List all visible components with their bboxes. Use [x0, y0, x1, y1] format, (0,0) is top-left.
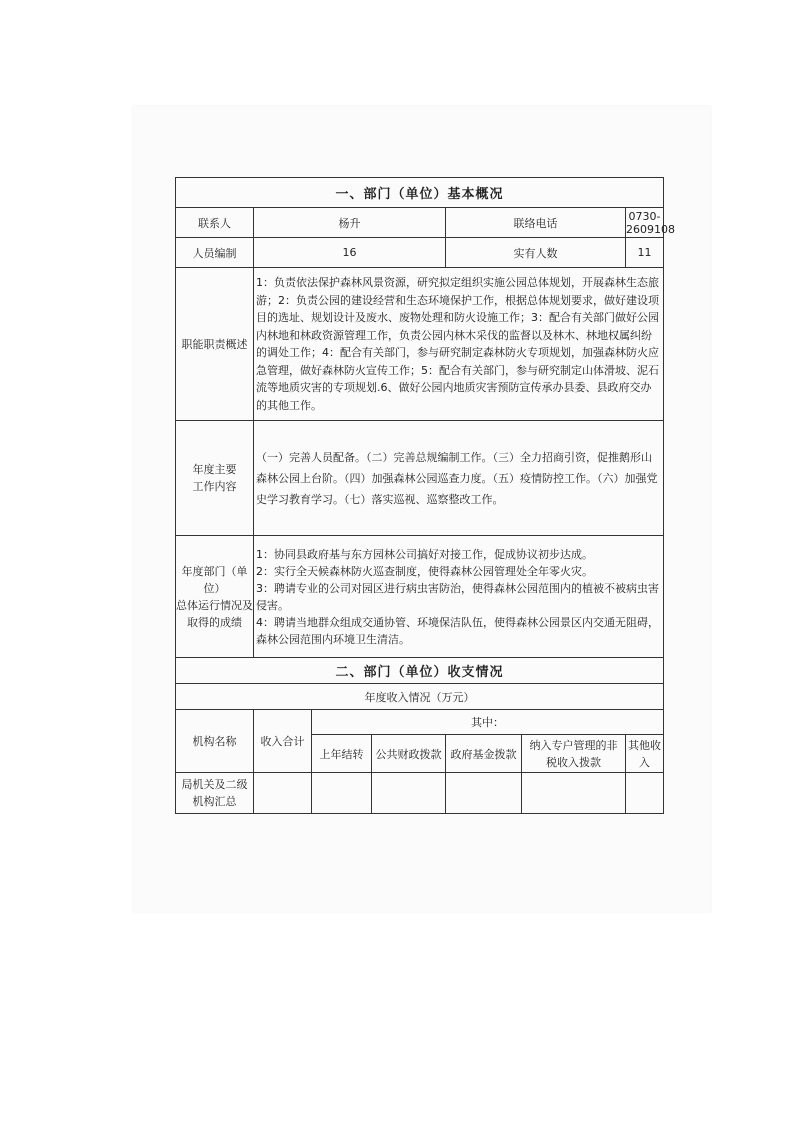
results-item: 4：聘请当地群众组成交通协管、环境保洁队伍，使得森林公园景区内交通无阻碍，森林公园范围内环境卫生清洁。 [256, 615, 659, 646]
results-item: 1：协同县政府基与东方园林公司搞好对接工作，促成协议初步达成。 [256, 547, 593, 561]
col-other-line2: 入 [639, 755, 651, 769]
duties-text: 1：负责依法保护森林风景资源，研究拟定组织实施公园总体规划，开展森林生态旅游；2：负责公园的建设经营和生态环境保护工作，根据总体规划要求，做好建设项目的选址、规划设计及废水、废物处理和防火设施工作；3：配合有关部门做好公园内林地和林政资源管理工作，负责公园内林木采伐的监督以及林木、林地权属纠纷的调处工作；4：配合有关部门，参与研究制定森林防火专项规划，加强森林防火应急管理，做好森林防火宣传工作；5：配合有关部门，参与研究制定山体滑坡、泥石流等地质灾害的专项规划.6、做好公园内地质灾害预防宣传承办县委、县政府交办的其他工作。 [254, 268, 664, 421]
row1-public-finance [372, 773, 446, 814]
annual-work-text: （一）完善人员配备。（二）完善总规编制工作。（三）全力招商引资，促推鹅形山森林公园上台阶。（四）加强森林公园巡查力度。（五）疫情防控工作。（六）加强党史学习教育学习。（七）落实巡视、巡察整改工作。 [254, 421, 664, 536]
phone-value: 0730-2609108 [626, 209, 675, 236]
results-item: 2：实行全天候森林防火巡查制度，使得森林公园管理处全年零火灾。 [256, 564, 593, 578]
row1-nontax [522, 773, 626, 814]
col-other-line1: 其他收 [628, 738, 662, 752]
col-other [626, 735, 664, 773]
annual-work-label-line1: 年度主要 [192, 463, 237, 476]
annual-work-label-line2: 工作内容 [192, 480, 237, 493]
duties-label: 职能职责概述 [176, 268, 254, 421]
row1-carryover [312, 773, 372, 814]
col-among: 其中： [312, 710, 664, 735]
row1-name-line2: 机构汇总 [192, 795, 237, 808]
col-nontax [522, 735, 626, 773]
actual-staff-value: 11 [626, 238, 664, 268]
col-nontax-line1: 纳入专户管理的非 [529, 738, 618, 752]
results-label-line1: 年度部门（单位） [181, 564, 248, 595]
col-org-name: 机构名称 [176, 710, 254, 773]
results-item: 3：聘请专业的公司对园区进行病虫害防治，使得森林公园范围内的植被不被病虫害侵害。 [256, 581, 659, 612]
col-carryover: 上年结转 [312, 735, 372, 773]
staff-quota-value: 16 [254, 238, 446, 268]
annual-work-label [176, 421, 254, 536]
contact-value: 杨升 [254, 208, 446, 238]
section1-title: 一、部门（单位）基本概况 [176, 178, 664, 208]
col-income-total: 收入合计 [254, 710, 312, 773]
report-table [175, 177, 675, 814]
row1-other [626, 773, 664, 814]
income-title: 年度收入情况（万元） [176, 684, 664, 710]
results-label-line2: 总体运行情况及 [176, 598, 253, 612]
row1-name-line1: 局机关及二级 [181, 778, 248, 791]
row1-income-total [254, 773, 312, 814]
phone-label: 联络电话 [446, 208, 626, 238]
col-gov-fund: 政府基金拨款 [446, 735, 522, 773]
col-nontax-line2: 税收入拨款 [546, 755, 601, 769]
col-public-finance: 公共财政拨款 [372, 735, 446, 773]
row1-gov-fund [446, 773, 522, 814]
row1-name [176, 773, 254, 814]
section2-title: 二、部门（单位）收支情况 [176, 658, 664, 684]
results-label-line3: 取得的成绩 [187, 615, 242, 629]
actual-staff-label: 实有人数 [446, 238, 626, 268]
results-label [176, 536, 254, 658]
contact-label: 联系人 [176, 208, 254, 238]
staff-quota-label: 人员编制 [176, 238, 254, 268]
results-text [254, 536, 664, 658]
